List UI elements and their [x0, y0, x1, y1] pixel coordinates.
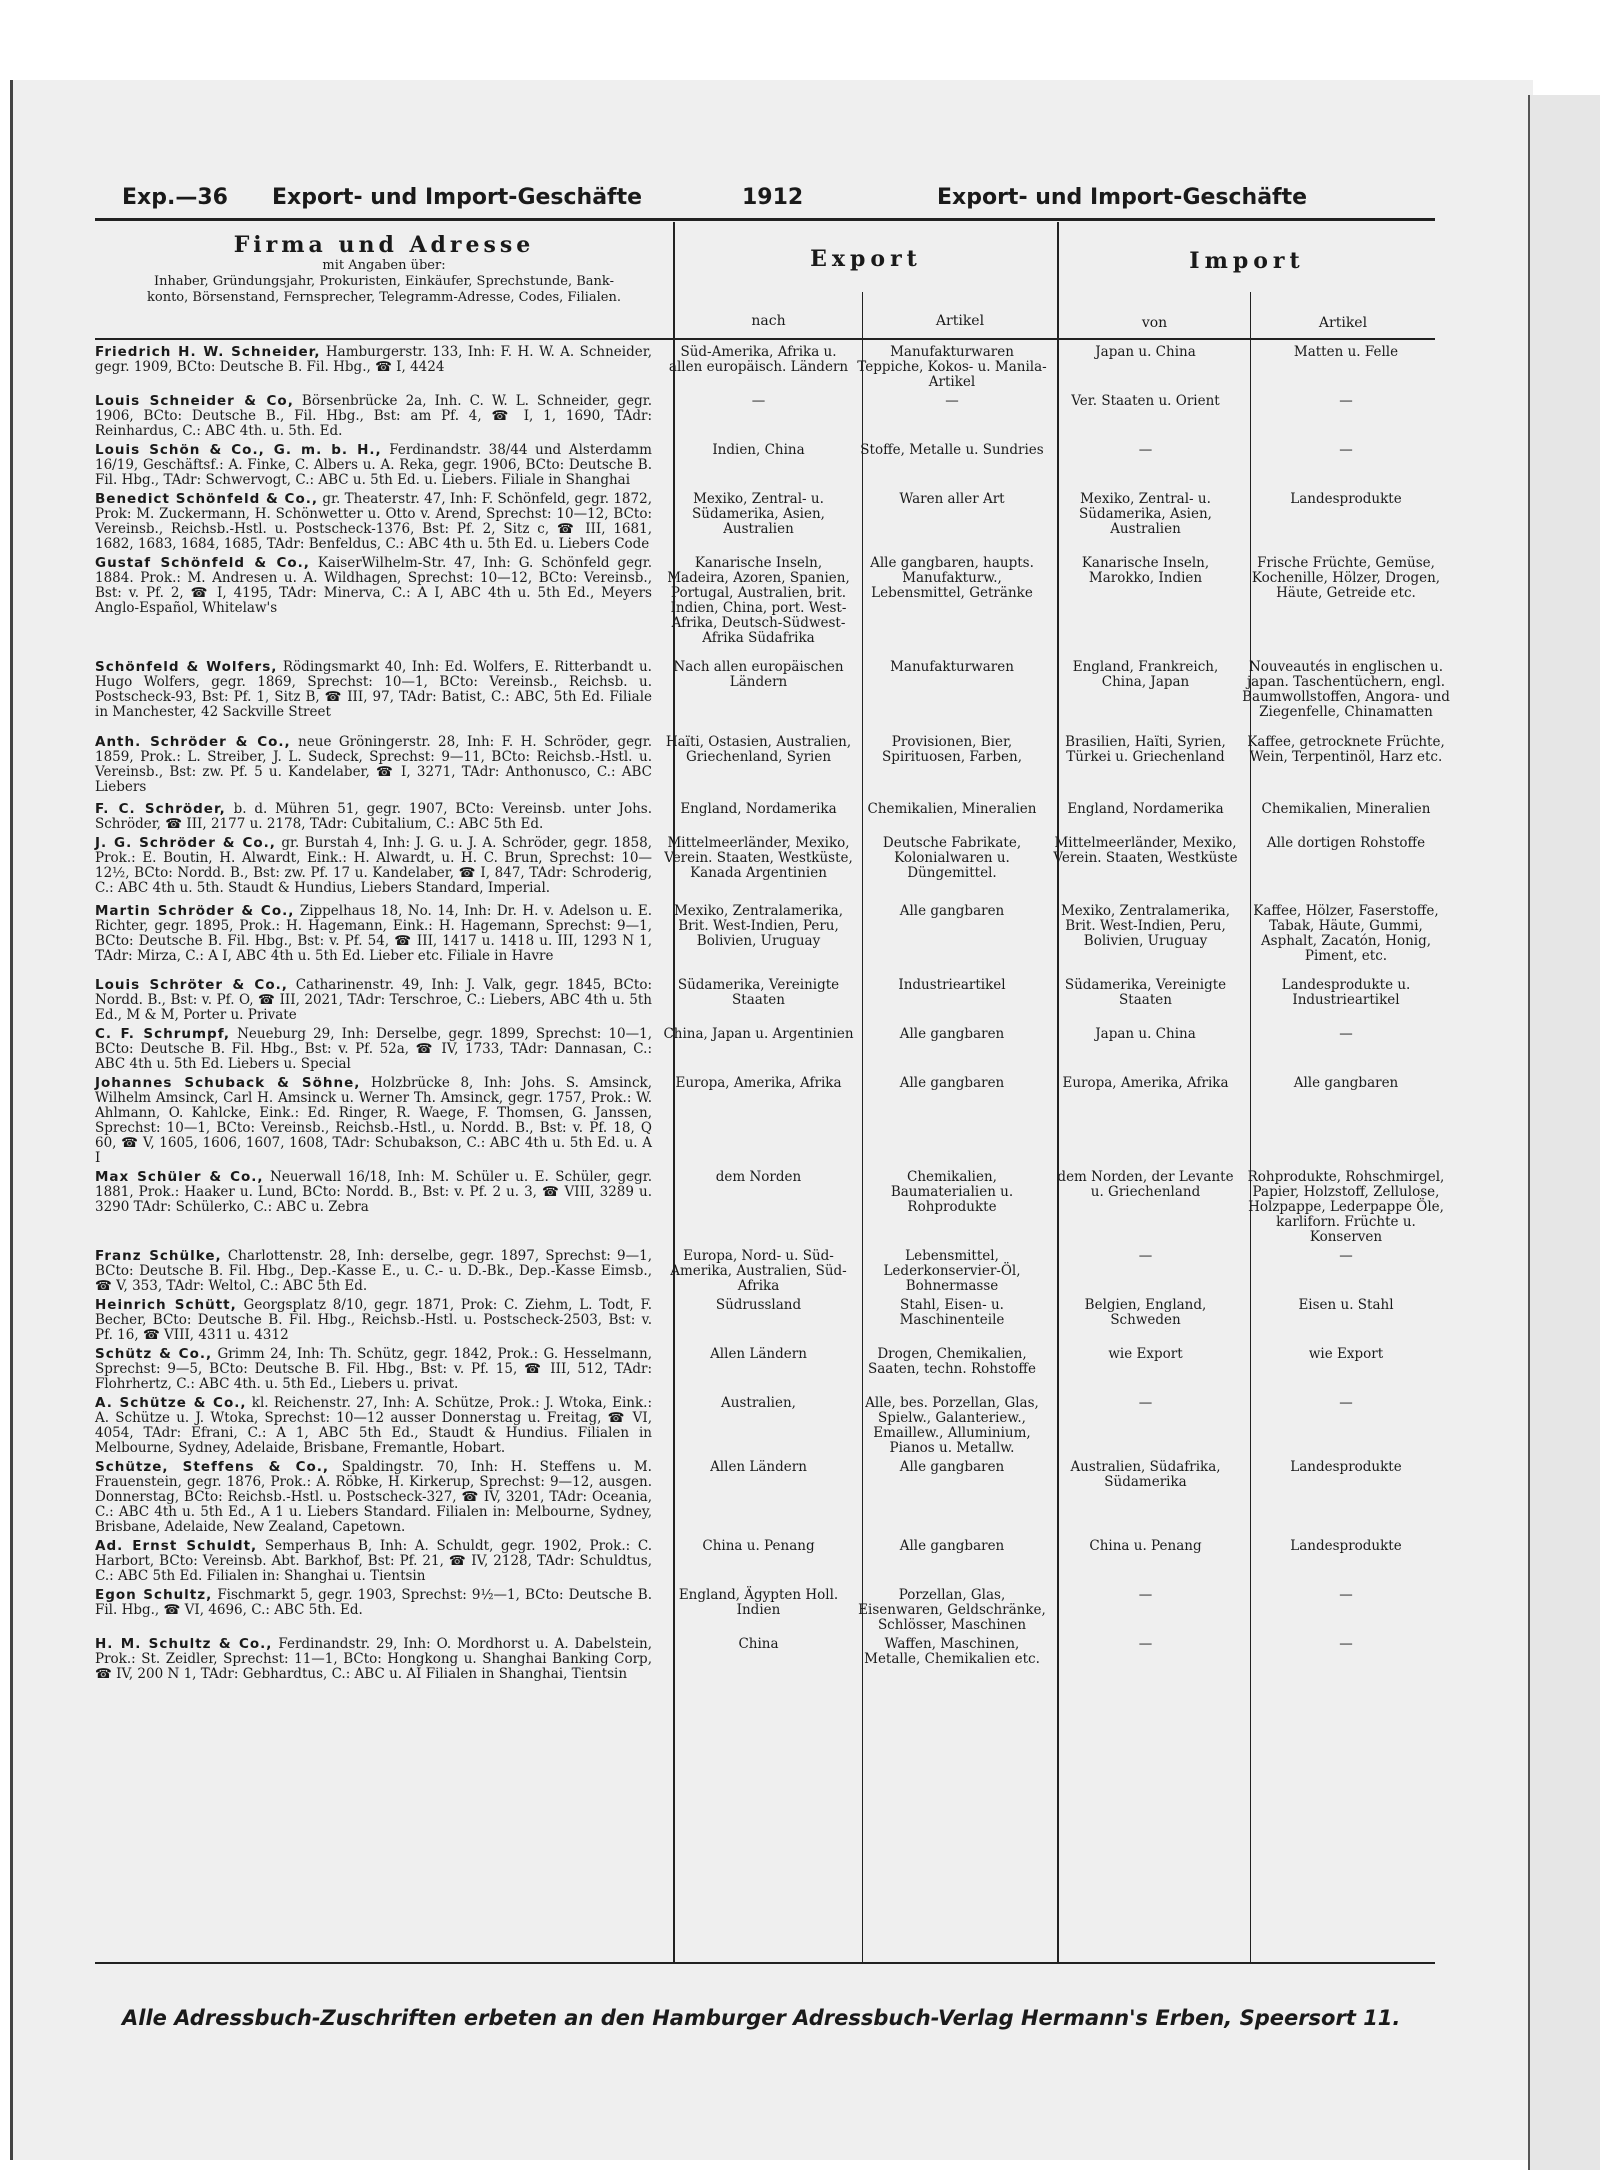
firm-details: Neueburg 29, Inh: Derselbe, gegr. 1899, Sprechst: 10—1, BCto: Deutsche B. Fil. Hbg., Bst: v. Pf. 52a, ☎ IV, 1733, TAdr: Dannasan, C.: ABC 4th u. 5th Ed. Liebers u. Special [95, 1026, 652, 1072]
export-articles: Industrieartikel [898, 977, 1006, 993]
firm-name: Schönfeld & Wolfers, [95, 659, 278, 675]
import-articles: — [1339, 393, 1353, 409]
import-articles: — [1339, 1395, 1353, 1411]
firm-name: Franz Schülke, [95, 1248, 222, 1264]
export-articles: Stoffe, Metalle u. Sundries [860, 442, 1044, 458]
list-item [95, 1539, 1450, 1584]
list-item [95, 904, 1450, 964]
import-from: Europa, Amerika, Afrika [1062, 1075, 1229, 1091]
export-to: England, Ägypten Holl. Indien [678, 1587, 839, 1618]
firm-name: J. G. Schröder & Co., [95, 835, 276, 851]
firm-details: Holzbrücke 8, Inh: Johs. S. Amsinck, Wilhelm Amsinck, Carl H. Amsinck u. Werner Th. Amsinck, gegr. 1757, Prok.: W. Ahlmann, O. Kahlcke, Eink.: Ed. Ringer, R. Waege, F. Thomsen, G. Janssen, Sprechst: 10—1, BCto: Vereinsb., Reichsb.-Hstl., u. Nordd. B., Bst: v. Pf. 18, Q 60, ☎ V, 1605, 1606, 1607, 1608, TAdr: Schubakson, C.: ABC 4th u. 5th Ed. u. A I [95, 1075, 652, 1166]
import-from: Australien, Südafrika, Südamerika [1070, 1459, 1221, 1490]
firma-header [95, 232, 673, 306]
import-from: Mittelmeerländer, Mexiko, Verein. Staaten, Westküste [1053, 835, 1238, 866]
list-item [95, 836, 1450, 896]
firm-details: Hamburgerstr. 133, Inh: F. H. W. A. Schneider, gegr. 1909, BCto: Deutsche B. Fil. Hbg., ☎ I, 4424 [95, 344, 652, 375]
firma-title: Firma und Adresse [233, 232, 535, 258]
export-to: China [738, 1636, 779, 1652]
import-articles: Chemikalien, Mineralien [1261, 801, 1431, 817]
firm-name: Gustaf Schönfeld & Co., [95, 555, 310, 571]
import-from: Mexiko, Zentralamerika, Brit. West-Indien, Peru, Bolivien, Uruguay [1060, 903, 1231, 949]
header-rule [95, 218, 1435, 221]
firma-sub3: konto, Börsenstand, Fernsprecher, Telegramm-Adresse, Codes, Filialen. [147, 290, 621, 305]
entry-firm [95, 394, 662, 439]
export-to: Allen Ländern [710, 1346, 807, 1362]
import-articles: Landesprodukte [1290, 491, 1402, 507]
export-articles: Waffen, Maschinen, Metalle, Chemikalien etc. [864, 1636, 1040, 1667]
export-articles: Porzellan, Glas, Eisenwaren, Geldschränke, Schlösser, Maschinen [858, 1587, 1046, 1633]
list-item [95, 345, 1450, 390]
list-item [95, 1249, 1450, 1294]
list-item [95, 1076, 1450, 1166]
firm-name: Anth. Schröder & Co., [95, 734, 291, 750]
import-articles: Eisen u. Stahl [1298, 1297, 1394, 1313]
list-item [95, 492, 1450, 552]
list-item [95, 1396, 1450, 1456]
firm-details: Semperhaus B, Inh: A. Schuldt, gegr. 1902, Prok.: C. Harbort, BCto: Vereinsb. Abt. Barkhof, Bst: Pf. 21, ☎ IV, 2128, TAdr: Schuldtus, C.: ABC 5th Ed. Filialen in: Shanghai u. Tientsin [95, 1538, 652, 1584]
list-item [95, 660, 1450, 720]
entry-firm [95, 735, 662, 795]
export-to: China, Japan u. Argentinien [663, 1026, 854, 1042]
import-articles: Frische Früchte, Gemüse, Kochenille, Hölzer, Drogen, Häute, Getreide etc. [1251, 555, 1441, 601]
firm-details: Börsenbrücke 2a, Inh. C. W. L. Schneider, gegr. 1906, BCto: Deutsche B., Fil. Hbg., Bst: am Pf. 4, ☎ I, 1, 1690, TAdr: Reinhardus, C.: ABC 4th. u. 5th. Ed. [95, 393, 653, 439]
export-to: Südrussland [715, 1297, 802, 1313]
export-to: Allen Ländern [710, 1459, 807, 1475]
list-item [95, 1170, 1450, 1245]
entry-firm [95, 660, 662, 720]
import-articles: Alle gangbaren [1293, 1075, 1399, 1091]
entry-firm [95, 1027, 662, 1072]
import-articles: Nouveautés in englischen u. japan. Taschentüchern, engl. Baumwollstoffen, Angora- und Ziegenfelle, Chinamatten [1242, 659, 1450, 720]
export-articles: Waren aller Art [899, 491, 1005, 507]
entry-firm [95, 1539, 662, 1584]
export-to: Mexiko, Zentral- u. Südamerika, Asien, Australien [692, 491, 825, 537]
entry-firm [95, 1298, 662, 1343]
export-articles: Alle gangbaren [899, 1459, 1005, 1475]
firma-sub1: mit Angaben über: [322, 258, 446, 273]
import-from: — [1138, 1587, 1153, 1603]
firm-name: Martin Schröder & Co., [95, 903, 295, 919]
nach-header: nach [751, 313, 786, 329]
export-articles: Manufakturwaren Teppiche, Kokos- u. Manila-Artikel [857, 344, 1047, 390]
list-item [95, 1347, 1450, 1392]
entry-firm [95, 1460, 662, 1535]
import-articles: Alle dortigen Rohstoffe [1266, 835, 1426, 851]
import-from: Brasilien, Haïti, Syrien, Türkei u. Griechenland [1065, 734, 1226, 765]
export-articles: Chemikalien, Mineralien [867, 801, 1037, 817]
firm-name: Heinrich Schütt, [95, 1297, 237, 1313]
firm-details: Fischmarkt 5, gegr. 1903, Sprechst: 9½—1, BCto: Deutsche B. Fil. Hbg., ☎ VI, 4696, C.: ABC 5th. Ed. [95, 1587, 652, 1618]
import-articles: — [1339, 1026, 1353, 1042]
import-articles: Rohprodukte, Rohschmirgel, Papier, Holzstoff, Zellulose, Holzpappe, Lederpappe Öle, karliforn. Früchte u. Konserven [1247, 1169, 1445, 1245]
firm-details: Ferdinandstr. 29, Inh: O. Mordhorst u. A. Dabelstein, Prok.: St. Zeidler, Sprechst: 11—1, BCto: Hongkong u. Shanghai Banking Corp, ☎ IV, 200 N 1, TAdr: Gebhardtus, C.: ABC u. AI Filialen in Shanghai, Tientsin [95, 1636, 652, 1682]
export-to: Mittelmeerländer, Mexiko, Verein. Staaten, Westküste, Kanada Argentinien [664, 835, 853, 881]
entry-firm [95, 1396, 662, 1456]
firm-details: b. d. Mühren 51, gegr. 1907, BCto: Vereinsb. unter Johs. Schröder, ☎ III, 2177 u. 2178, TAdr: Cubitalium, C.: ABC 5th Ed. [95, 801, 652, 832]
von-header: von [1141, 315, 1168, 331]
import-articles: Landesprodukte [1290, 1538, 1402, 1554]
entry-firm [95, 492, 662, 552]
firm-details: Grimm 24, Inh: Th. Schütz, gegr. 1842, Prok.: G. Hesselmann, Sprechst: 9—5, BCto: Deutsche B. Fil. Hbg., Bst: v. Pf. 15, ☎ III, 512, TAdr: Flohrhertz, C.: ABC 4th. u. 5th Ed., Liebers u. privat. [95, 1346, 652, 1392]
firm-details: Charlottenstr. 28, Inh: derselbe, gegr. 1897, Sprechst: 9—1, BCto: Deutsche B. Fil. Hbg., Dep.-Kasse E., u. C.- u. D.-Bk., Dep.-Kasse Eimsb., ☎ V, 353, TAdr: Weltol, C.: ABC 5th Ed. [95, 1248, 653, 1294]
page-ref: Exp.—36 [122, 185, 228, 210]
adjacent-page-edge [1528, 95, 1600, 2170]
entry-firm [95, 1249, 662, 1294]
left-title: Export- und Import-Geschäfte [272, 185, 643, 210]
entry-firm [95, 1170, 662, 1245]
list-item [95, 394, 1450, 439]
list-item [95, 1588, 1450, 1633]
entry-firm [95, 556, 662, 646]
export-to: — [751, 393, 766, 409]
export-articles: Manufakturwaren [890, 659, 1014, 675]
import-from: — [1138, 1636, 1153, 1652]
entry-firm [95, 978, 662, 1023]
export-articles: Drogen, Chemikalien, Saaten, techn. Rohstoffe [867, 1346, 1037, 1377]
export-articles: — [945, 393, 959, 409]
firm-details: Spaldingstr. 70, Inh: H. Steffens u. M. Frauenstein, gegr. 1876, Prok.: A. Röbke, H. Kirkerup, Sprechst: 9—12, ausgen. Donnerstag, BCto: Reichsb.-Hstl. u. Postscheck-327, ☎ IV, 3201, TAdr: Oceania, C.: ABC 4th u. 5th Ed., A 1 u. Liebers Standard. Filialen in: Melbourne, Sydney, Brisbane, Adelaide, New Zealand, Capetown. [95, 1459, 652, 1535]
entry-firm [95, 345, 662, 390]
entry-firm [95, 1347, 662, 1392]
export-to: Europa, Amerika, Afrika [675, 1075, 842, 1091]
export-articles: Alle gangbaren [899, 1026, 1005, 1042]
import-from: China u. Penang [1089, 1538, 1202, 1554]
artikel-import-header: Artikel [1318, 315, 1368, 331]
import-articles: Landesprodukte [1290, 1459, 1402, 1475]
entry-firm [95, 836, 662, 896]
export-to: Haïti, Ostasien, Australien, Griechenland, Syrien [665, 734, 852, 765]
list-item [95, 735, 1450, 795]
list-item [95, 1298, 1450, 1343]
list-item [95, 802, 1450, 832]
import-articles: Kaffee, Hölzer, Faserstoffe, Tabak, Häute, Gummi, Asphalt, Zacatón, Honig, Piment, etc. [1253, 903, 1439, 964]
firm-name: F. C. Schröder, [95, 801, 226, 817]
export-articles: Provisionen, Bier, Spirituosen, Farben, [882, 734, 1022, 765]
firm-details: Rödingsmarkt 40, Inh: Ed. Wolfers, E. Ritterbandt u. Hugo Wolfers, gegr. 1869, Sprechst: 10—1, BCto: Vereinsb., Reichsb. u. Postscheck-93, Bst: Pf. 1, Sitz B, ☎ III, 97, TAdr: Batist, C.: ABC, 5th Ed. Filiale in Manchester, 42 Sackville Street [95, 659, 652, 720]
firm-name: H. M. Schultz & Co., [95, 1636, 273, 1652]
list-item [95, 978, 1450, 1023]
export-to: England, Nordamerika [680, 801, 837, 817]
import-articles: — [1339, 1587, 1353, 1603]
export-title: Export [810, 246, 922, 272]
firma-sub2: Inhaber, Gründungsjahr, Prokuristen, Einkäufer, Sprechstunde, Bank- [154, 274, 614, 289]
import-articles: Matten u. Felle [1293, 344, 1399, 360]
firm-name: Louis Schön & Co., G. m. b. H., [95, 442, 382, 458]
list-item [95, 443, 1450, 488]
import-from: England, Frankreich, China, Japan [1072, 659, 1219, 690]
export-to: Europa, Nord- u. Süd-Amerika, Australien, Süd-Afrika [670, 1248, 847, 1294]
firm-name: Schütze, Steffens & Co., [95, 1459, 330, 1475]
export-to: China u. Penang [702, 1538, 815, 1554]
export-to: Kanarische Inseln, Madeira, Azoren, Spanien, Portugal, Australien, brit. Indien, China, port. West-Afrika, Deutsch-Südwest-Afrika Südafrika [667, 555, 850, 646]
firm-name: Louis Schröter & Co., [95, 977, 288, 993]
firm-details: Catharinenstr. 49, Inh: J. Valk, gegr. 1845, BCto: Nordd. B., Bst: v. Pf. O, ☎ III, 2021, TAdr: Terschroe, C.: Liebers, ABC 4th u. 5th Ed., M & M, Porter u. Private [95, 977, 652, 1023]
right-title: Export- und Import-Geschäfte [937, 185, 1308, 210]
running-header [122, 185, 1447, 209]
firm-name: A. Schütze & Co., [95, 1395, 247, 1411]
firm-details: KaiserWilhelm-Str. 47, Inh: G. Schönfeld gegr. 1884. Prok.: M. Andresen u. A. Wildhagen, Sprechst: 10—12, BCto: Vereinsb., Bst: v. Pf. 2, ☎ I, 4195, TAdr: Minerva, C.: A I, ABC 4th u. 5th Ed., Meyers Anglo-Español, Whitelaw's [95, 555, 652, 616]
footer-rule [95, 1962, 1435, 1964]
firm-name: Friedrich H. W. Schneider, [95, 344, 321, 360]
firm-name: Schütz & Co., [95, 1346, 213, 1362]
export-to: Mexiko, Zentralamerika, Brit. West-Indien, Peru, Bolivien, Uruguay [673, 903, 844, 949]
import-articles: — [1339, 1636, 1353, 1652]
list-item [95, 556, 1450, 646]
import-from: Japan u. China [1095, 1026, 1196, 1042]
export-articles: Alle gangbaren [899, 1075, 1005, 1091]
import-articles: — [1339, 1248, 1353, 1264]
import-from: England, Nordamerika [1067, 801, 1224, 817]
export-articles: Stahl, Eisen- u. Maschinenteile [899, 1297, 1005, 1328]
import-articles: — [1339, 442, 1353, 458]
export-to: Süd-Amerika, Afrika u. allen europäisch. Ländern [668, 344, 849, 375]
firm-details: neue Gröningerstr. 28, Inh: F. H. Schröder, gegr. 1859, Prok.: L. Streiber, J. L. Sudeck, Sprechst: 9—11, BCto: Reichsb.-Hstl. u. Vereinsb., Bst: zw. Pf. 5 u. Kandelaber, ☎ I, 3271, TAdr: Anthonusco, C.: ABC Liebers [95, 734, 652, 795]
import-articles: Landesprodukte u. Industrieartikel [1281, 977, 1411, 1008]
import-from: Ver. Staaten u. Orient [1071, 393, 1220, 409]
export-articles: Deutsche Fabrikate, Kolonialwaren u. Düngemittel. [882, 835, 1022, 881]
firm-details: gr. Burstah 4, Inh: J. G. u. J. A. Schröder, gegr. 1858, Prok.: E. Boutin, H. Alwardt, Eink.: H. Alwardt, u. H. C. Brun, Sprechst: 10—12½, BCto: Nordd. B., Bst: zw. Pf. 17 u. Kandelaber, ☎ I, 847, TAdr: Schroderig, C.: ABC 4th u. 5th. Staudt & Hundius, Liebers Standard, Imperial. [95, 835, 652, 896]
import-from: — [1138, 1248, 1153, 1264]
export-articles: Lebensmittel, Lederkonservier-Öl, Bohnermasse [883, 1248, 1021, 1294]
firm-details: kl. Reichenstr. 27, Inh: A. Schütze, Prok.: J. Wtoka, Eink.: A. Schütze u. J. Wtoka, Sprechst: 10—12 ausser Donnerstag u. Freitag, ☎ VI, 4054, TAdr: Efrani, C.: A 1, ABC 5th Ed., Staudt & Hundius. Filialen in Melbourne, Sydney, Adelaide, Brisbane, Fremantle, Hobart. [95, 1395, 652, 1456]
firm-name: Johannes Schuback & Söhne, [95, 1075, 361, 1091]
firm-details: Neuerwall 16/18, Inh: M. Schüler u. E. Schüler, gegr. 1881, Prok.: Haaker u. Lund, BCto: Nordd. B., Bst: v. Pf. 2 u. 3, ☎ VIII, 3289 u. 3290 TAdr: Schülerko, C.: ABC u. Zebra [95, 1169, 653, 1215]
entry-firm [95, 802, 662, 832]
import-from: — [1138, 442, 1153, 458]
firm-details: Zippelhaus 18, No. 14, Inh: Dr. H. v. Adelson u. E. Richter, gegr. 1895, Prok.: H. Hagemann, Eink.: H. Hagemann, Sprechst: 9—1, BCto: Deutsche B. Fil. Hbg., Bst: v. Pf. 54, ☎ III, 1417 u. 1418 u. III, 1293 N 1, TAdr: Mirza, C.: A I, ABC 4th u. 5th Ed. Lieber etc. Filiale in Havre [95, 903, 653, 964]
entry-firm [95, 1076, 662, 1166]
firm-name: Egon Schultz, [95, 1587, 213, 1603]
import-from: Südamerika, Vereinigte Staaten [1064, 977, 1227, 1008]
entry-firm [95, 1637, 662, 1682]
export-articles: Alle, bes. Porzellan, Glas, Spielw., Galanteriew., Emaillew., Alluminium, Pianos u. Metallw. [865, 1395, 1039, 1456]
export-articles: Chemikalien, Baumaterialien u. Rohprodukte [890, 1169, 1014, 1215]
export-to: Nach allen europäischen Ländern [673, 659, 844, 690]
export-articles: Alle gangbaren [899, 1538, 1005, 1554]
firm-name: Benedict Schönfeld & Co., [95, 491, 318, 507]
artikel-export-header: Artikel [935, 313, 985, 329]
import-from: Japan u. China [1095, 344, 1196, 360]
import-articles: wie Export [1308, 1346, 1384, 1362]
export-to: Südamerika, Vereinigte Staaten [677, 977, 840, 1008]
list-item [95, 1637, 1450, 1682]
import-articles: Kaffee, getrocknete Früchte, Wein, Terpentinöl, Harz etc. [1247, 734, 1445, 765]
firm-details: Georgsplatz 8/10, gegr. 1871, Prok: C. Ziehm, L. Todt, F. Becher, BCto: Deutsche B. Fil. Hbg., Reichsb.-Hstl. u. Postscheck-2503, Bst: v. Pf. 16, ☎ VIII, 4311 u. 4312 [95, 1297, 652, 1343]
list-item [95, 1027, 1450, 1072]
entry-firm [95, 443, 662, 488]
export-articles: Alle gangbaren [899, 903, 1005, 919]
export-articles: Alle gangbaren, haupts. Manufakturw., Lebensmittel, Getränke [870, 555, 1034, 601]
import-from: — [1138, 1395, 1153, 1411]
export-to: dem Norden [715, 1169, 802, 1185]
firm-name: C. F. Schrumpf, [95, 1026, 230, 1042]
import-from: dem Norden, der Levante u. Griechenland [1057, 1169, 1234, 1200]
column-head-rule [95, 338, 1435, 340]
import-from: wie Export [1108, 1346, 1183, 1362]
firm-name: Ad. Ernst Schuldt, [95, 1538, 258, 1554]
year: 1912 [742, 185, 804, 210]
firm-name: Louis Schneider & Co, [95, 393, 294, 409]
import-from: Kanarische Inseln, Marokko, Indien [1081, 555, 1210, 586]
import-from: Mexiko, Zentral- u. Südamerika, Asien, Australien [1079, 491, 1212, 537]
entry-firm [95, 904, 662, 964]
entry-firm [95, 1588, 662, 1633]
footer-notice: Alle Adressbuch-Zuschriften erbeten an den Hamburger Adressbuch-Verlag Hermann's Erben, Speersort 11. [122, 2006, 1401, 2030]
import-from: Belgien, England, Schweden [1084, 1297, 1207, 1328]
export-to: Indien, China [712, 442, 805, 458]
list-item [95, 1460, 1450, 1535]
firm-name: Max Schüler & Co., [95, 1169, 264, 1185]
firm-details: Ferdinandstr. 38/44 und Alsterdamm 16/19, Geschäftsf.: A. Finke, C. Albers u. A. Reka, gegr. 1906, BCto: Deutsche B. Fil. Hbg., TAdr: Schwervogt, C.: ABC u. 5th Ed. u. Liebers. Filiale in Shanghai [95, 442, 652, 488]
export-to: Australien, [721, 1395, 796, 1411]
firm-details: gr. Theaterstr. 47, Inh: F. Schönfeld, gegr. 1872, Prok: M. Zuckermann, H. Schönwetter u. Otto v. Arend, Sprechst: 10—12, BCto: Vereinsb., Reichsb.-Hstl. u. Postscheck-1376, Bst: Pf. 2, Sitz c, ☎ III, 1681, 1682, 1683, 1684, 1685, TAdr: Benfeldus, C.: ABC 4th u. 5th Ed. u. Liebers Code [95, 491, 652, 552]
import-title: Import [1189, 248, 1305, 274]
